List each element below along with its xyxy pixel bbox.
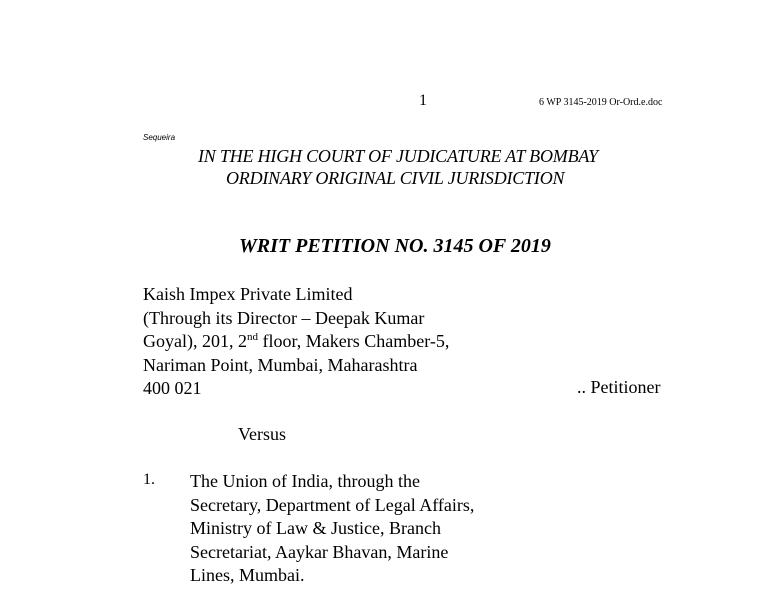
- respondent-number: 1.: [143, 471, 155, 488]
- ordinal-suffix: nd: [246, 331, 258, 343]
- respondent-line: Lines, Mumbai.: [190, 565, 305, 585]
- petitioner-pincode: 400 021: [143, 378, 202, 398]
- petitioner-director: (Through its Director – Deepak Kumar: [143, 307, 425, 328]
- page-number: 1: [419, 92, 427, 109]
- petitioner-details: [143, 283, 449, 401]
- versus-label: Versus: [238, 424, 286, 444]
- petitioner-name: Kaish Impex Private Limited: [143, 284, 353, 304]
- petitioner-role: .. Petitioner: [577, 377, 661, 397]
- petition-title: WRIT PETITION NO. 3145 OF 2019: [239, 235, 551, 257]
- document-reference: 6 WP 3145-2019 Or-Ord.e.doc: [539, 97, 663, 108]
- respondent-line: Ministry of Law & Justice, Branch: [190, 518, 441, 538]
- address-part: floor, Makers Chamber-5,: [257, 331, 450, 351]
- respondent-details: [190, 470, 474, 588]
- respondent-line: The Union of India, through the: [190, 471, 420, 491]
- respondent-line: Secretary, Department of Legal Affairs,: [190, 494, 475, 515]
- court-jurisdiction: ORDINARY ORIGINAL CIVIL JURISDICTION: [226, 168, 565, 188]
- respondent-line: Secretariat, Aaykar Bhavan, Marine: [190, 541, 449, 562]
- court-name: IN THE HIGH COURT OF JUDICATURE AT BOMBAY: [198, 146, 598, 166]
- petitioner-address-line1: [143, 330, 449, 354]
- address-part: Goyal), 201, 2: [143, 331, 247, 351]
- petitioner-address-line2: Nariman Point, Mumbai, Maharashtra: [143, 354, 418, 375]
- author-name: Sequeira: [143, 133, 176, 142]
